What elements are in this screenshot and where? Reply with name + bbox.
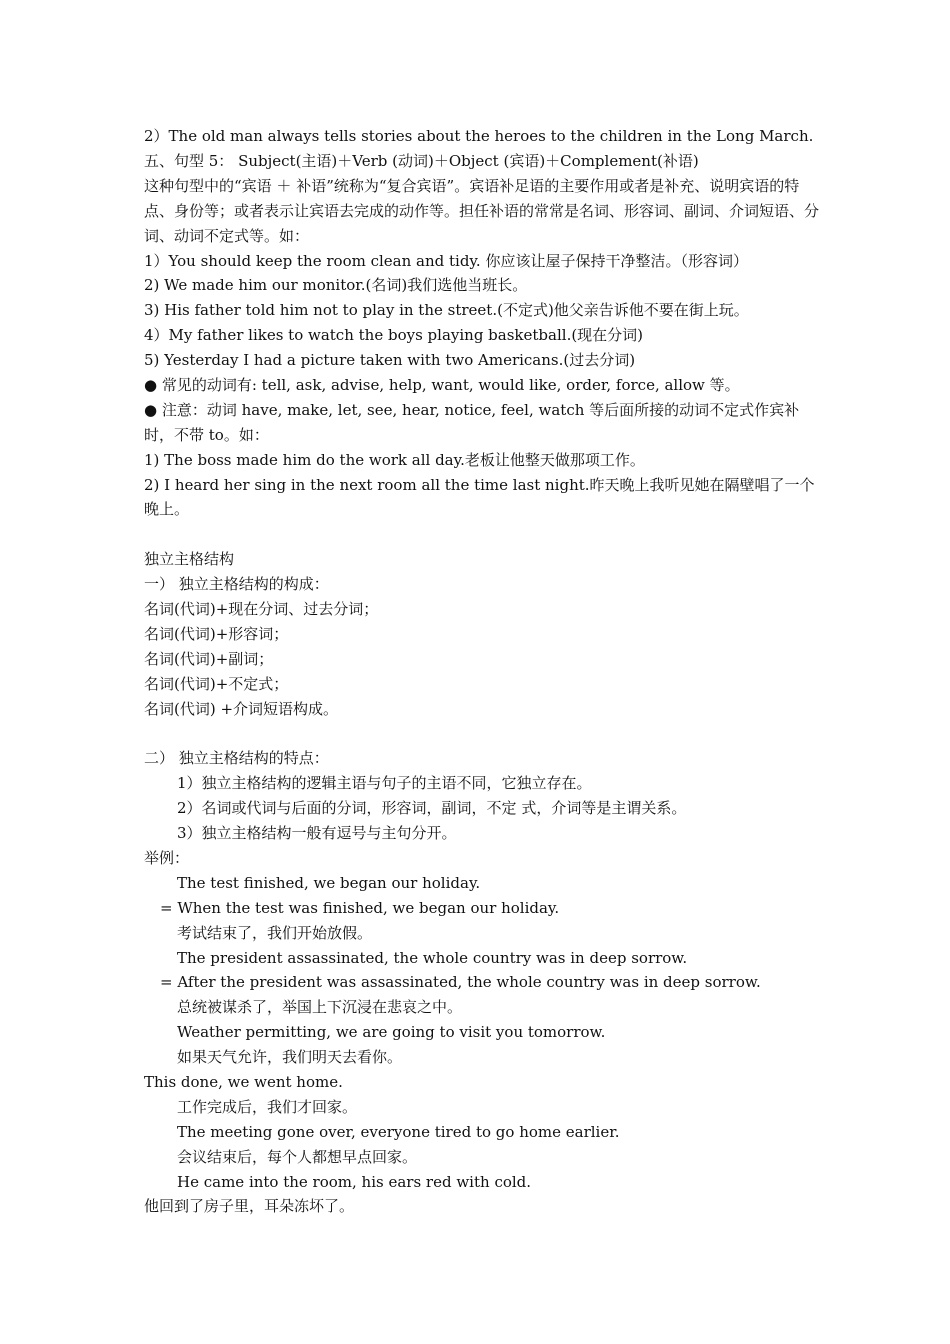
translation-line: 工作完成后，我们才回家。 [177,1097,358,1116]
blank-line [144,522,824,547]
subsection-heading: 一） 独立主格结构的构成： [144,575,329,594]
example-line: 3) His father told him not to play in the street.(不定式)他父亲告诉他不要在街上玩。 [144,301,749,320]
subsection-heading: 二） 独立主格结构的特点： [144,749,329,768]
section-heading: 独立主格结构 [144,550,235,569]
example-line: The meeting gone over, everyone tired to go home earlier. [177,1122,620,1141]
example-line: This done, we went home. [144,1072,343,1091]
paragraph: 这种句型中的“宾语 ＋ 补语”统称为“复合宾语”。宾语补足语的主要作用或者是补充、说明宾语的特点、身份等；或者表示让宾语去完成的动作等。担任补语的常常是名词、形容词、副词、介词短语、分词、动词不定式等。如： [144,176,820,245]
subsection-heading: 举例： [144,848,190,867]
list-item: 名词(代词) +介词短语构成。 [144,699,339,718]
example-line: 2) I heard her sing in the next room all the time last night.昨天晚上我听见她在隔壁唱了一个晚上。 [144,475,815,519]
translation-line: 总统被谋杀了，举国上下沉浸在悲哀之中。 [177,998,463,1017]
example-line: 4）My father likes to watch the boys playing basketball.(现在分词) [144,326,644,345]
example-line: 1) The boss made him do the work all day.老板让他整天做那项工作。 [144,450,645,469]
example-line: 2）The old man always tells stories about the heroes to the children in the Long March. [144,127,814,145]
translation-line: 他回到了房子里，耳朵冻坏了。 [144,1197,355,1216]
list-item: 名词(代词)+形容词； [144,624,289,643]
example-line: He came into the room, his ears red with cold. [177,1172,532,1191]
example-line: The test finished, we began our holiday. [177,873,481,892]
bullet-line: ● 注意：动词 have, make, let, see, hear, notice, feel, watch 等后面所接的动词不定式作宾补时，不带 to。如： [144,400,800,444]
list-item: 名词(代词)+副词； [144,649,274,668]
translation-line: 考试结束了，我们开始放假。 [177,923,373,942]
document-page [144,124,824,1219]
list-item: 1）独立主格结构的逻辑主语与句子的主语不同，它独立存在。 [177,774,592,793]
translation-line: 如果天气允许，我们明天去看你。 [177,1048,403,1067]
example-line: = When the test was finished, we began our holiday. [160,898,560,917]
example-line: 5) Yesterday I had a picture taken with two Americans.(过去分词) [144,351,636,370]
example-line: The president assassinated, the whole country was in deep sorrow. [177,948,688,967]
translation-line: 会议结束后，每个人都想早点回家。 [177,1147,418,1166]
bullet-line: ● 常见的动词有: tell, ask, advise, help, want, would like, order, force, allow 等。 [144,375,740,394]
example-line: Weather permitting, we are going to visit you tomorrow. [177,1023,606,1042]
list-item: 名词(代词)+现在分词、过去分词； [144,600,379,619]
list-item: 3）独立主格结构一般有逗号与主句分开。 [177,824,457,843]
section-heading: 五、句型 5： Subject(主语)＋Verb (动词)＋Object (宾语)＋Complement(补语) [144,151,699,170]
example-line: 2) We made him our monitor.(名词)我们选他当班长。 [144,276,528,295]
list-item: 名词(代词)+不定式； [144,674,289,693]
example-line: 1）You should keep the room clean and tidy. 你应该让屋子保持干净整洁。（形容词） [144,251,748,270]
list-item: 2）名词或代词与后面的分词，形容词，副词，不定 式，介词等是主谓关系。 [177,799,687,818]
blank-line [144,721,824,746]
example-line: = After the president was assassinated, the whole country was in deep sorrow. [160,973,761,992]
